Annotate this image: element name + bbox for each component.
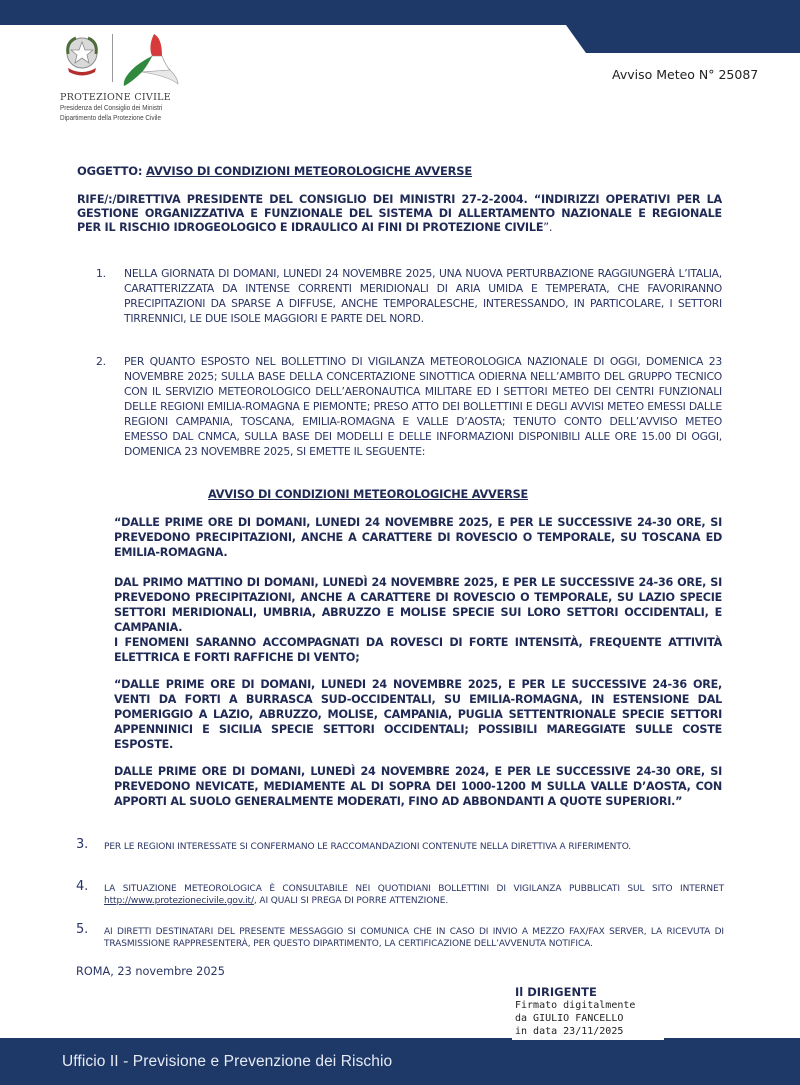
warning-paragraph-5: DALLE PRIME ORE DI DOMANI, LUNEDÌ 24 NOVEMBRE 2024, E PER LE SUCCESSIVE 24-30 ORE, SI PREVEDONO NEVICATE, MEDIAMENTE AL DI SOPRA DEI 1000-1200 M SULLA VALLE D’AOSTA, CON APPORTI AL SUOLO GENERALMENTE MODERATI, FINO AD ABBONDANTI A QUOTE SUPERIORI.” <box>114 765 722 808</box>
list-item-4 <box>76 879 724 907</box>
signature-line-1: Firmato digitalmente <box>515 1000 636 1011</box>
item-number: 5. <box>76 922 89 937</box>
place-date: ROMA, 23 novembre 2025 <box>76 965 225 978</box>
item-text: NELLA GIORNATA DI DOMANI, LUNEDI 24 NOVEMBRE 2025, UNA NUOVA PERTURBAZIONE RAGGIUNGERÀ L’ITALIA, CARATTERIZZATA DA INTENSE CORRENTI MERIDIONALI DI ARIA UMIDA E TEMPERATA, CHE FAVORIRANNO PRECIPITAZIONI DA SPARSE A DIFFUSE, ANCHE TEMPORALESCHE, INTERESSANDO, IN PARTICOLARE, I SETTORI TIRRENNICI, LE DUE ISOLE MAGGIORI E PARTE DEL NORD. <box>124 267 722 325</box>
item-text-after-link: , AI QUALI SI PREGA DI PORRE ATTENZIONE. <box>253 895 449 906</box>
warning-paragraph-3: I FENOMENI SARANNO ACCOMPAGNATI DA ROVESCI DI FORTE INTENSITÀ, FREQUENTE ATTIVITÀ ELETTRICA E FORTI RAFFICHE DI VENTO; <box>114 636 722 664</box>
item-number: 1. <box>96 267 106 280</box>
signature-title: Il DIRIGENTE <box>515 985 597 999</box>
item-text: AI DIRETTI DESTINATARI DEL PRESENTE MESSAGGIO SI COMUNICA CHE IN CASO DI INVIO A MEZZO FAX/FAX SERVER, LA RICEVUTA DI TRASMISSIONE RAPPRESENTERÀ, PER QUESTO DIPARTIMENTO, LA CERTIFICAZIONE DELL’AVVENUTA NOTIFICA. <box>104 927 724 949</box>
subject-value: AVVISO DI CONDIZIONI METEOROLOGICHE AVVERSE <box>146 164 473 178</box>
italian-republic-emblem-icon <box>62 34 102 82</box>
footer-office-text: Ufficio II - Previsione e Prevenzione dei Rischio <box>62 1053 393 1070</box>
warning-title: AVVISO DI CONDIZIONI METEOROLOGICHE AVVERSE <box>208 488 529 501</box>
list-item-5 <box>76 922 724 950</box>
item-text: PER LE REGIONI INTERESSATE SI CONFERMANO LE RACCOMANDAZIONI CONTENUTE NELLA DIRETTIVA A RIFERIMENTO. <box>104 842 632 852</box>
item-text <box>104 884 724 907</box>
list-item-1 <box>96 266 722 326</box>
reference-directive <box>77 193 722 235</box>
item-text: PER QUANTO ESPOSTO NEL BOLLETTINO DI VIGILANZA METEOROLOGICA NAZIONALE DI OGGI, DOMENICA 23 NOVEMBRE 2025; SULLA BASE DELLA CONCERTAZIONE SINOTTICA ODIERNA NELL’AMBITO DEL GRUPPO TECNICO CON IL SERVIZIO METEOROLOGICO DELL’AERONAUTICA MILITARE ED I SETTORI METEO DEI CENTRI FUNZIONALI DELLE REGIONI EMILIA-ROMAGNA E PIEMONTE; PRESO ATTO DEI BOLLETTINI E DEGLI AVVISI METEO EMESSI DALLE REGIONI CAMPANIA, TOSCANA, EMILIA-ROMAGNA E VALLE D’AOSTA; TENUTO CONTO DELL’AVVISO METEO EMESSO DAL CNMCA, SULLA BASE DEI MODELLI E DELLE INFORMAZIONI DISPONIBILI ALLE ORE 15.00 DI OGGI, DOMENICA 23 NOVEMBRE 2025, SI EMETTE IL SEGUENTE: <box>124 355 722 458</box>
signature-line-3: in data 23/11/2025 <box>515 1026 624 1037</box>
protezione-civile-triangle-icon <box>118 32 182 92</box>
subject-label: OGGETTO: <box>77 164 147 178</box>
signature-line-2: da GIULIO FANCELLO <box>515 1013 624 1024</box>
logo-subtitle-dipartimento: Dipartimento della Protezione Civile <box>60 112 161 122</box>
item-number: 3. <box>76 837 89 852</box>
logo-subtitle-presidenza: Presidenza del Consiglio dei Ministri <box>60 103 163 112</box>
reference-text: RIFE/:/DIRETTIVA PRESIDENTE DEL CONSIGLIO DEI MINISTRI 27-2-2004. “INDIRIZZI OPERATIVI PER LA GESTIONE ORGANIZZATIVA E FUNZIONALE DEL SISTEMA DI ALLERTAMENTO NAZIONALE E REGIONALE PER IL RISCHIO IDROGEOLOGICO E IDRAULICO AI FINI DI PROTEZIONE CIVILE <box>77 193 722 234</box>
item-text-before-link: LA SITUAZIONE METEOROLOGICA È CONSULTABILE NEI QUOTIDIANI BOLLETTINI DI VIGILANZA PUBBLICATI SUL SITO INTERNET <box>104 884 724 894</box>
reference-tail: ”. <box>543 221 553 234</box>
logo-title: PROTEZIONE CIVILE <box>60 92 171 103</box>
protezionecivile-website-link[interactable]: http://www.protezionecivile.gov.it/ <box>104 895 254 906</box>
protezione-civile-logo <box>60 32 185 122</box>
warning-paragraph-1: “DALLE PRIME ORE DI DOMANI, LUNEDI 24 NOVEMBRE 2025, E PER LE SUCCESSIVE 24-30 ORE, SI PREVEDONO PRECIPITAZIONI, ANCHE A CARATTERE DI ROVESCIO O TEMPORALE, SU TOSCANA ED EMILIA-ROMAGNA. <box>114 516 722 559</box>
warning-paragraph-4: “DALLE PRIME ORE DI DOMANI, LUNEDI 24 NOVEMBRE 2025, E PER LE SUCCESSIVE 24-36 ORE, VENTI DA FORTI A BURRASCA SUD-OCCIDENTALI, SU EMILIA-ROMAGNA, IN ESTENSIONE DAL POMERIGGIO A LAZIO, ABRUZZO, MOLISE, CAMPANIA, PUGLIA SETTENTRIONALE SPECIE SETTORI APPENNINICI E SICILIA SPECIE SETTORI OCCIDENTALI; POSSIBILI MAREGGIATE SULLE COSTE ESPOSTE. <box>114 678 722 751</box>
list-item-2 <box>96 354 722 459</box>
item-number: 4. <box>76 879 89 894</box>
logo-divider <box>112 34 113 82</box>
subject-line <box>77 164 472 178</box>
item-number: 2. <box>96 355 106 368</box>
warning-paragraph-2: DAL PRIMO MATTINO DI DOMANI, LUNEDÌ 24 NOVEMBRE 2025, E PER LE SUCCESSIVE 24-36 ORE, SI PREVEDONO PRECIPITAZIONI, ANCHE A CARATTERE DI ROVESCIO O TEMPORALE, SU LAZIO SPECIE SETTORI MERIDIONALI, UMBRIA, ABRUZZO E MOLISE SPECIE SUI LORO SETTORI OCCIDENTALI, E CAMPANIA. <box>114 576 722 634</box>
list-item-3 <box>76 837 724 854</box>
signature-block <box>515 985 665 1038</box>
avviso-number: Avviso Meteo N° 25087 <box>612 67 759 82</box>
